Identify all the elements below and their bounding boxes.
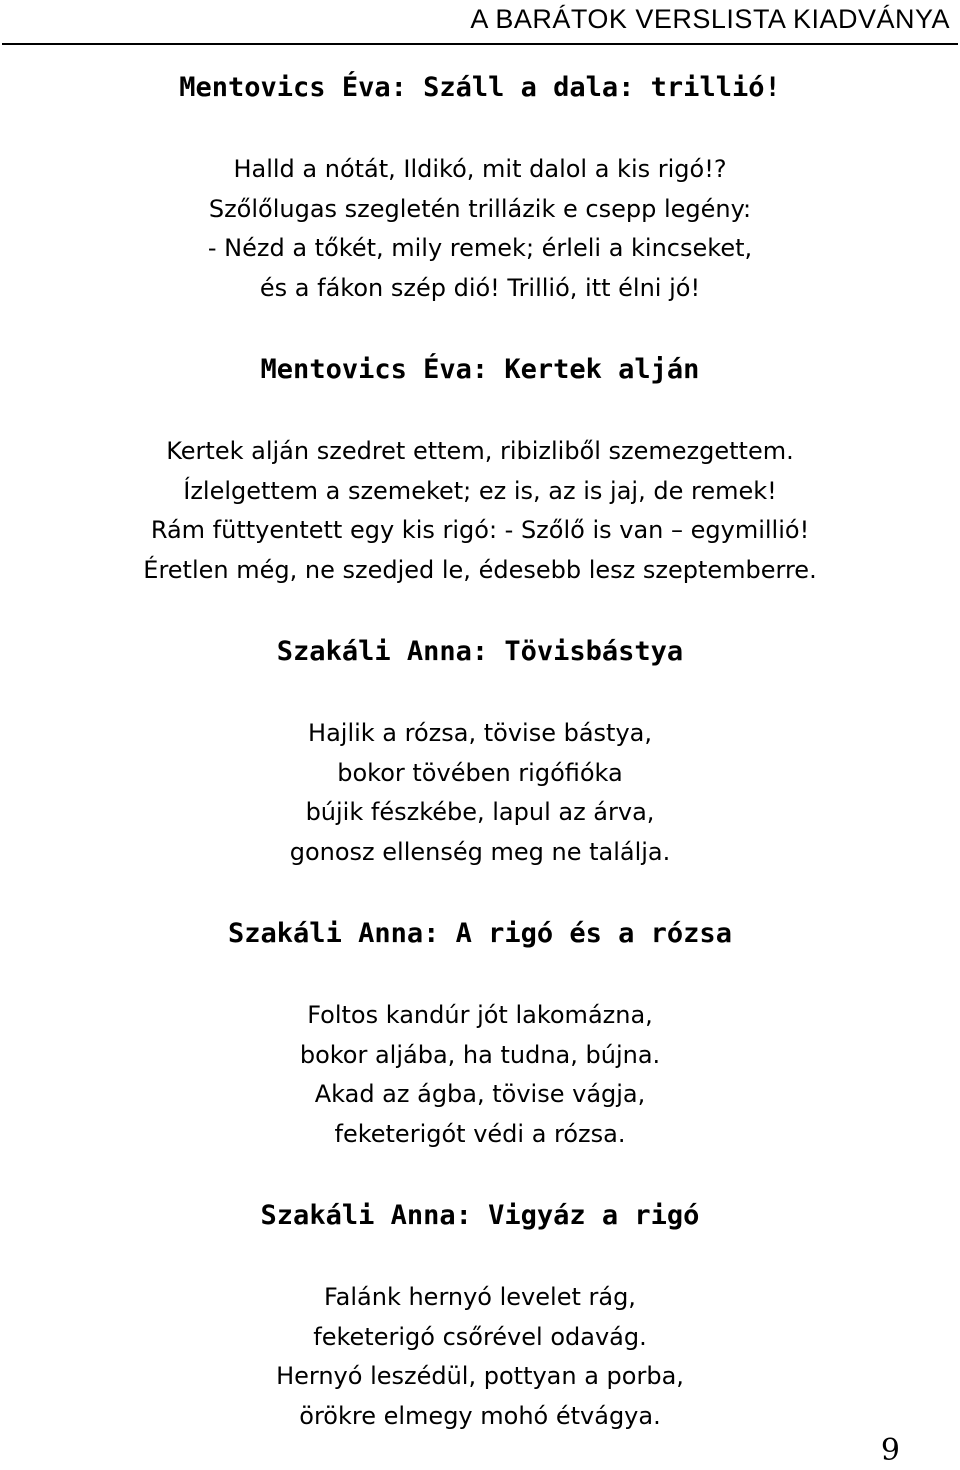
poem-title: Szakáli Anna: A rigó és a rózsa <box>228 918 732 949</box>
poem-title: Szakáli Anna: Vigyáz a rigó <box>260 1200 700 1231</box>
poem-title: Szakáli Anna: Tövisbástya <box>276 636 684 667</box>
poem <box>0 346 960 590</box>
poem-line: Éretlen még, ne szedjed le, édesebb lesz szeptemberre. <box>143 555 817 584</box>
poem <box>0 64 960 308</box>
poem-line: Akad az ágba, tövise vágja, <box>314 1080 646 1108</box>
header-rule <box>2 43 958 45</box>
poem-line: feketerigót védi a rózsa. <box>334 1119 626 1148</box>
poem-line: örökre elmegy mohó étvágya. <box>299 1401 661 1430</box>
poem-line: Rám füttyentett egy kis rigó: - Szőlő is van – egymillió! <box>150 516 810 544</box>
poem-line: - Nézd a tőkét, mily remek; érleli a kincseket, <box>207 234 753 262</box>
poem-line: Szőlőlugas szegletén trillázik e csepp legény: <box>208 194 752 223</box>
poem-stanza <box>0 996 960 1154</box>
poem-stanza <box>0 432 960 590</box>
page-number: 9 <box>880 1433 900 1468</box>
poem-line: gonosz ellenség meg ne találja. <box>289 837 671 866</box>
poem-line: Halld a nótát, Ildikó, mit dalol a kis rigó!? <box>233 155 727 183</box>
poem-line: bokor aljába, ha tudna, bújna. <box>299 1040 661 1069</box>
poem-stanza <box>0 150 960 308</box>
poem-line: feketerigó csőrével odavág. <box>313 1322 647 1351</box>
poem-line: bújik fészkébe, lapul az árva, <box>305 798 655 826</box>
poem <box>0 1192 960 1436</box>
poem <box>0 910 960 1154</box>
poem-line: Hajlik a rózsa, tövise bástya, <box>308 719 652 747</box>
poem-stanza <box>0 1278 960 1436</box>
poem-line: Foltos kandúr jót lakomázna, <box>307 1001 653 1029</box>
poem-line: Falánk hernyó levelet rág, <box>324 1283 636 1311</box>
poem-line: bokor tövében rigófióka <box>337 758 623 787</box>
poem <box>0 628 960 872</box>
poem-title: Mentovics Éva: Kertek alján <box>260 354 700 385</box>
poem-stanza <box>0 714 960 872</box>
poem-line: és a fákon szép dió! Trillió, itt élni jó! <box>259 273 701 302</box>
poem-line: Ízlelgettem a szemeket; ez is, az is jaj, de remek! <box>183 476 777 505</box>
poem-line: Kertek alján szedret ettem, ribizliből szemezgettem. <box>166 437 794 465</box>
poem-title: Mentovics Éva: Száll a dala: trillió! <box>179 72 781 103</box>
running-header: A BARÁTOK VERSLISTA KIADVÁNYA <box>470 4 950 34</box>
poem-line: Hernyó leszédül, pottyan a porba, <box>276 1362 684 1390</box>
poem-list <box>0 64 960 1436</box>
